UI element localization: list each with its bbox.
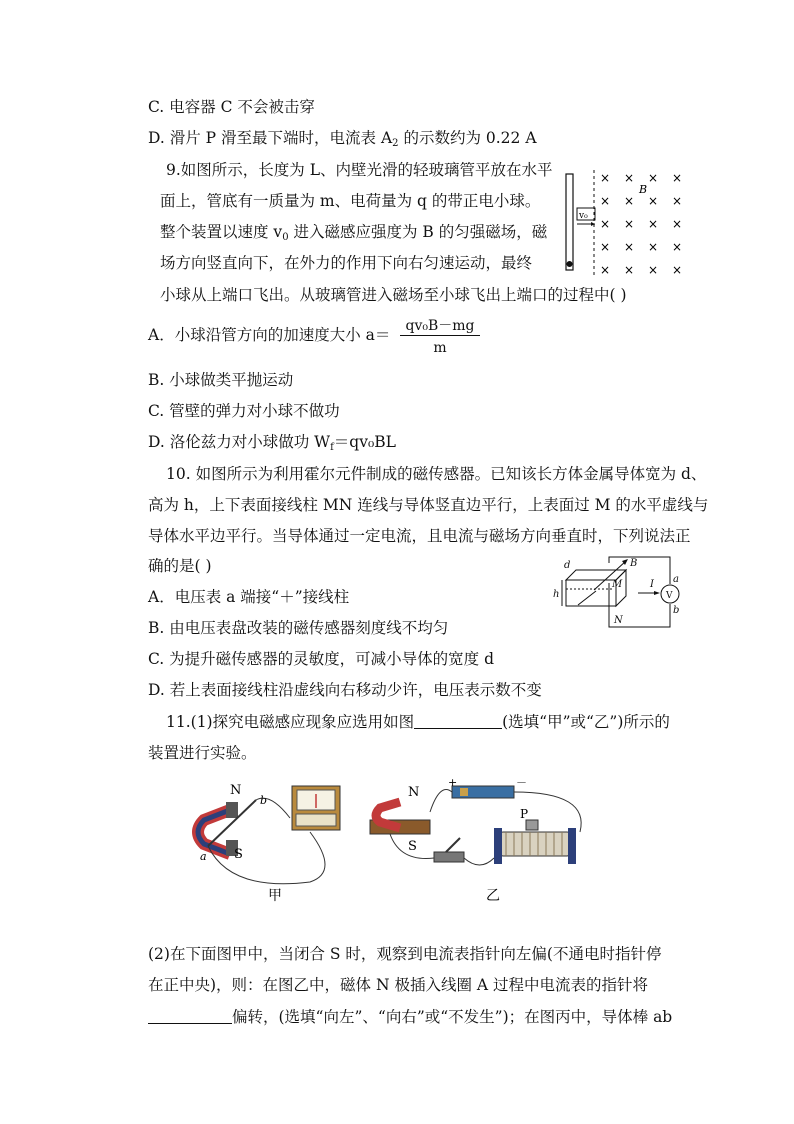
label-s-jia: S <box>234 847 243 862</box>
q9-option-b: B. 小球做类平抛运动 <box>148 371 294 389</box>
q11-part2-line-1: (2)在下面图甲中，当闭合 S 时，观察到电流表指针向左偏(不通电时指针停 <box>148 945 662 963</box>
label-n-jia: N <box>230 783 242 798</box>
switch <box>434 852 464 862</box>
svg-text:×: × <box>672 194 683 208</box>
q9-line-5: 小球从上端口飞出。从玻璃管进入磁场至小球飞出上端口的过程中( ) <box>160 286 627 304</box>
svg-text:×: × <box>648 240 659 254</box>
rheostat-end-left <box>494 828 502 864</box>
q9-figure <box>560 168 690 278</box>
label-m: M <box>612 579 623 590</box>
caption-jia: 甲 <box>268 888 282 904</box>
svg-text:×: × <box>624 194 635 208</box>
q10-line-2: 高为 h，上下表面接线柱 MN 连线与导体竖直边平行，上表面过 M 的水平虚线与 <box>148 496 709 514</box>
q10-option-b: B. 由电压表盘改装的磁传感器刻度线不均匀 <box>148 619 449 637</box>
svg-text:×: × <box>600 217 611 231</box>
label-d: d <box>564 560 571 571</box>
svg-text:×: × <box>672 171 683 185</box>
q9-line-4: 场方向竖直向下，在外力的作用下向右匀速运动，最终 <box>160 254 533 272</box>
svg-text:×: × <box>600 240 611 254</box>
svg-text:×: × <box>672 240 683 254</box>
switch-lever <box>446 838 460 852</box>
q11-part2-line-3: 偏转，(选填“向左”、“向右”或“不发生”)；在图丙中，导体棒 ab <box>148 1007 672 1027</box>
q9-option-c: C. 管壁的弹力对小球不做功 <box>148 402 340 420</box>
wire-yi-1 <box>430 790 452 813</box>
rheostat-coil <box>500 832 570 856</box>
label-v: V <box>666 591 673 601</box>
svg-text:×: × <box>648 194 659 208</box>
svg-text:×: × <box>672 263 683 277</box>
label-b-jia: b <box>260 794 268 807</box>
magnet-pole-n <box>226 802 238 818</box>
svg-text:×: × <box>600 263 611 277</box>
current-arrowhead <box>654 591 660 595</box>
rheostat-slider <box>526 820 538 830</box>
q9-option-a: A．小球沿管方向的加速度大小 a＝ <box>148 326 391 344</box>
velocity-label: v₀ <box>579 211 588 221</box>
caption-yi: 乙 <box>486 888 500 904</box>
q10-line-1: 10. 如图所示为利用霍尔元件制成的磁传感器。已知该长方体金属导体宽为 d、 <box>166 465 707 483</box>
svg-text:×: × <box>648 217 659 231</box>
q10-figure <box>552 553 687 638</box>
svg-text:×: × <box>672 217 683 231</box>
q9-line-1: 9.如图所示，长度为 L、内壁光滑的轻玻璃管平放在水平 <box>166 161 553 179</box>
label-h: h <box>553 589 560 600</box>
figure-yi <box>370 776 581 904</box>
q10-option-a: A．电压表 a 端接“＋”接线柱 <box>148 588 350 606</box>
fraction-numerator: qv₀B－mg <box>400 315 480 336</box>
glass-tube <box>566 174 573 270</box>
label-a: a <box>673 574 679 585</box>
label-s-yi: S <box>408 839 417 854</box>
fraction-denominator: m <box>433 340 447 356</box>
label-i: I <box>650 579 654 590</box>
label-minus: － <box>516 776 527 789</box>
svg-text:×: × <box>624 171 635 185</box>
q11-line-2: 装置进行实验。 <box>148 744 257 762</box>
q11-figures <box>190 772 610 908</box>
svg-text:×: × <box>600 171 611 185</box>
svg-text:×: × <box>624 240 635 254</box>
label-plus: + <box>448 776 458 789</box>
q10-option-c: C. 为提升磁传感器的灵敏度，可减小导体的宽度 d <box>148 650 495 668</box>
wire-yi-3 <box>464 858 494 865</box>
answer-blank-2[interactable] <box>148 1009 232 1024</box>
svg-text:×: × <box>648 171 659 185</box>
svg-text:×: × <box>624 217 635 231</box>
label-b-terminal: b <box>673 605 680 616</box>
svg-text:×: × <box>600 194 611 208</box>
q10-line-4: 确的是( ) <box>148 557 212 575</box>
q9-line-3: 整个装置以速度 $v_0$ 进入磁感应强度为 B 的匀强磁场，磁 <box>160 223 548 243</box>
label-n: N <box>614 615 623 626</box>
figure-jia <box>198 783 340 904</box>
svg-text:×: × <box>648 263 659 277</box>
q11-line-1: 11.(1)探究电磁感应现象应选用如图 (选填“甲”或“乙”)所示的 <box>166 713 670 731</box>
u-magnet-yi <box>376 802 400 828</box>
battery-band <box>460 788 468 796</box>
option-c-capacitor: C. 电容器 C 不会被击穿 <box>148 98 315 116</box>
label-b: B <box>630 558 638 569</box>
svg-text:×: × <box>624 263 635 277</box>
field-b-label: B <box>639 183 648 196</box>
q9-option-d: D. 洛伦兹力对小球做功 $W_f=qv_0BL$ <box>148 433 396 453</box>
rheostat-end-right <box>568 828 576 864</box>
charged-ball <box>567 261 573 267</box>
q9-option-a-fraction <box>400 315 480 356</box>
q10-option-d: D. 若上表面接线柱沿虚线向右移动少许，电压表示数不变 <box>148 681 542 699</box>
galvanometer-terminals <box>296 814 336 826</box>
label-n-yi: N <box>408 785 420 800</box>
q10-line-3: 导体水平边平行。当导体通过一定电流，且电流与磁场方向垂直时，下列说法正 <box>148 527 691 545</box>
q11-part2-line-2: 在正中央)，则：在图乙中，磁体 N 极插入线圈 A 过程中电流表的指针将 <box>148 976 649 994</box>
option-d-slider: D. 滑片 P 滑至最下端时，电流表 $A_2$ 的示数约为 0.22 A <box>148 129 537 149</box>
label-a-jia: a <box>200 850 207 863</box>
hatch-line <box>578 591 596 605</box>
answer-blank-1[interactable] <box>414 714 502 729</box>
label-p: P <box>520 807 529 821</box>
q9-line-2: 面上，管底有一质量为 m、电荷量为 q 的带正电小球。 <box>160 192 541 210</box>
